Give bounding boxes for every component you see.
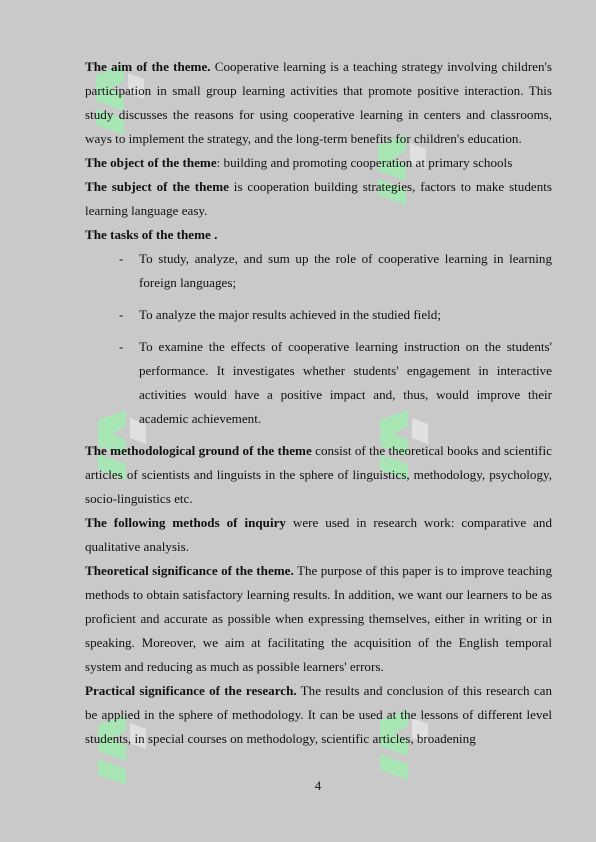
document-body (85, 55, 552, 751)
page-number: 4 (314, 778, 322, 793)
subject-heading: The subject of the theme (85, 179, 229, 194)
practical-heading: Practical significance of the research. (85, 683, 297, 698)
methods-text: were used in research work: comparative and qualitative analysis. (85, 515, 552, 554)
methodological-paragraph (85, 439, 552, 511)
methods-heading: The following methods of inquiry (85, 515, 286, 530)
list-item (85, 303, 552, 327)
object-paragraph (85, 151, 552, 175)
object-heading: The object of the theme (85, 155, 217, 170)
methods-paragraph (85, 511, 552, 559)
theoretical-heading: Theoretical significance of the theme. (85, 563, 294, 578)
object-text: : building and promoting cooperation at primary schools (216, 155, 513, 170)
aim-heading: The aim of the theme. (85, 59, 211, 74)
tasks-list (85, 247, 552, 431)
tasks-heading: The tasks of the theme . (85, 227, 218, 242)
methodological-text: consist of the theoretical books and scientific articles of scientists and linguists in the sphere of linguistics, methodology, psychology, socio-linguistics etc. (85, 443, 552, 506)
list-item (85, 335, 552, 431)
list-item-text: To analyze the major results achieved in the studied field; (139, 307, 441, 322)
list-dash: - (119, 251, 124, 266)
aim-paragraph (85, 55, 552, 151)
subject-paragraph (85, 175, 552, 223)
theoretical-text: The purpose of this paper is to improve teaching methods to obtain satisfactory learning results. In addition, we want our learners to be as proficient and accurate as possible when expressing themselves, either in writing or in speaking. Moreover, we aim at facilitating the acquisition of the English temporal system and reducing as much as possible learners' errors. (85, 563, 552, 674)
methodological-heading: The methodological ground of the theme (85, 443, 312, 458)
practical-text: The results and conclusion of this research can be applied in the sphere of methodology. It can be used at the lessons of different level students, in special courses on methodology, scientific articles, broadening (85, 683, 552, 746)
subject-text: is cooperation building strategies, factors to make students learning language easy. (85, 179, 552, 218)
list-dash: - (119, 339, 124, 354)
aim-text: Cooperative learning is a teaching strategy involving children's participation in small group learning activities that promote positive interaction. This study discusses the reasons for using cooperative learning in centers and classrooms, ways to implement the strategy, and the long-term benefits for children's education. (85, 59, 552, 146)
list-item (85, 247, 552, 295)
practical-paragraph (85, 679, 552, 751)
tasks-heading-paragraph (85, 223, 552, 247)
list-item-text: To examine the effects of cooperative learning instruction on the students' performance. It investigates whether students' engagement in interactive activities would have a positive impact and, thus, would improve their academic achievement. (139, 339, 552, 426)
list-item-text: To study, analyze, and sum up the role of cooperative learning in learning foreign languages; (139, 251, 552, 290)
theoretical-paragraph (85, 559, 552, 679)
list-dash: - (119, 307, 124, 322)
